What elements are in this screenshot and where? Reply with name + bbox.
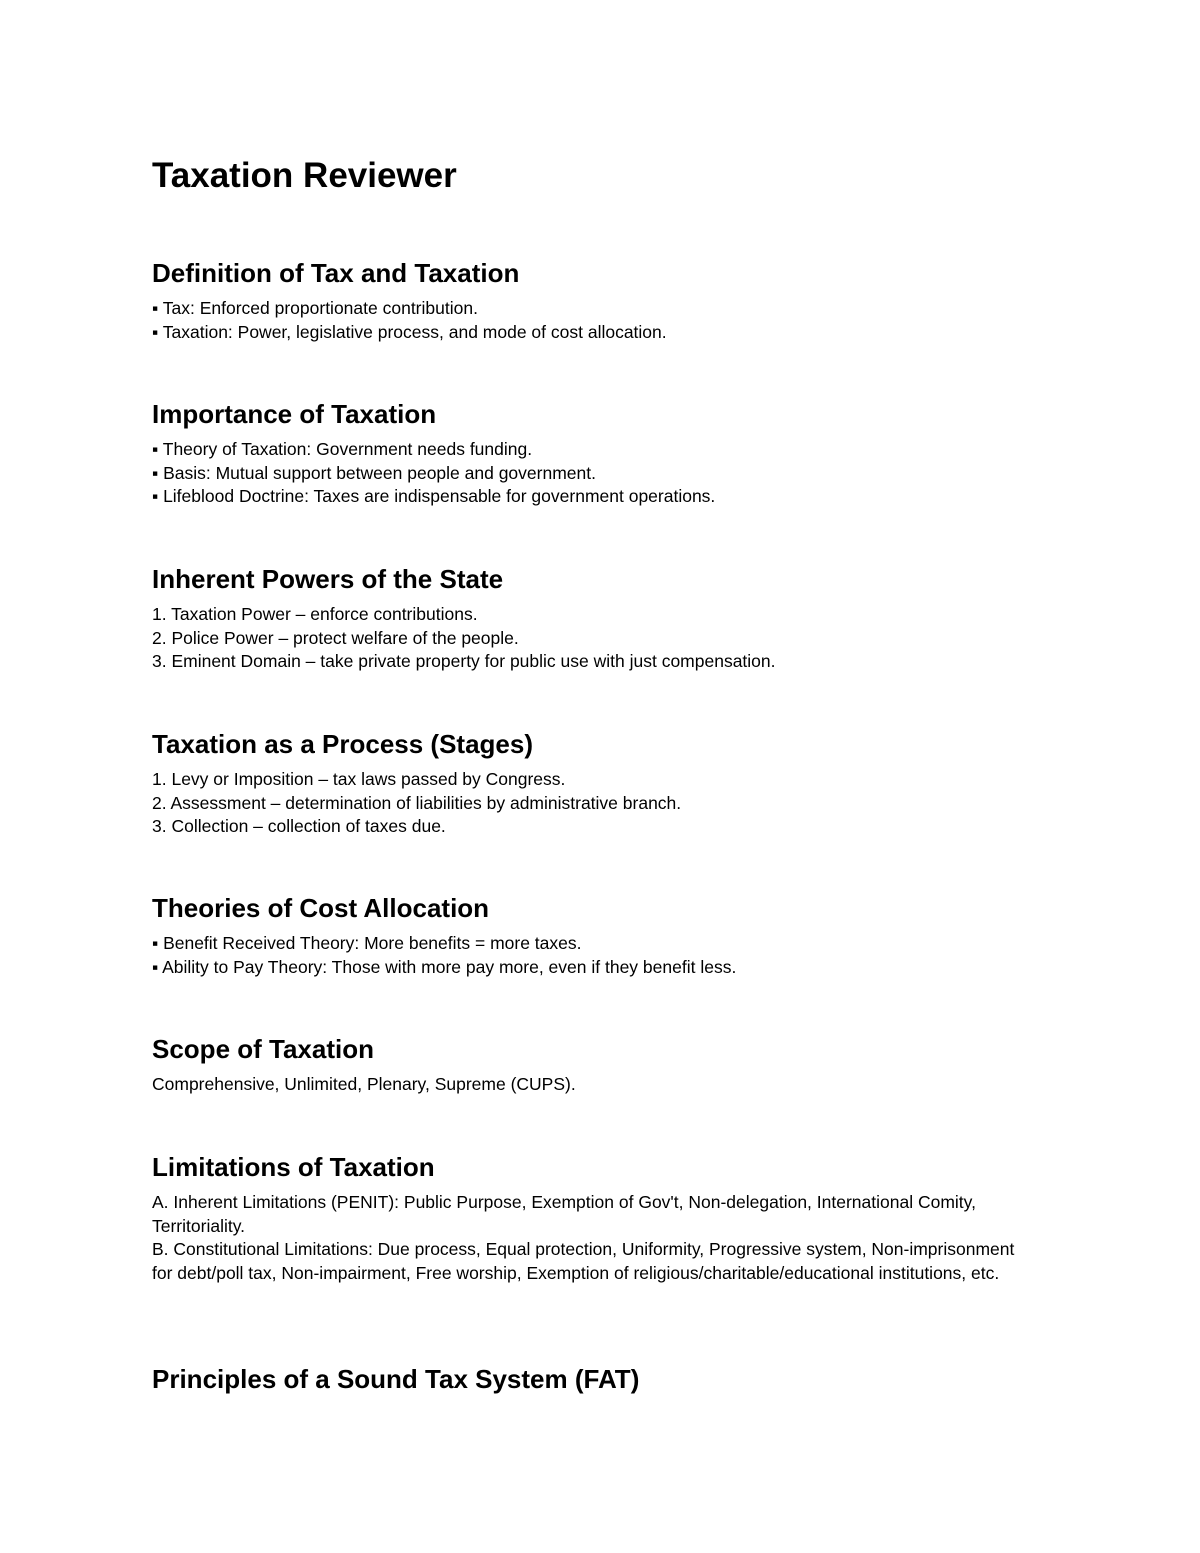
- numbered-item: 1. Levy or Imposition – tax laws passed by Congress.: [152, 769, 566, 789]
- section-scope: [152, 1031, 1032, 1097]
- document-title: Taxation Reviewer: [152, 156, 457, 195]
- section-taxation-process: [152, 726, 1032, 839]
- numbered-item: 1. Taxation Power – enforce contributions.: [152, 604, 478, 624]
- numbered-item: 2. Assessment – determination of liabilities by administrative branch.: [152, 792, 682, 813]
- section-heading: Principles of a Sound Tax System (FAT): [152, 1364, 640, 1394]
- section-heading: Inherent Powers of the State: [152, 564, 504, 594]
- section-importance: [152, 396, 1032, 509]
- paragraph: A. Inherent Limitations (PENIT): Public Purpose, Exemption of Gov't, Non-delegation, International Comity, Territoriality.: [152, 1192, 976, 1236]
- section-principles: [152, 1361, 1032, 1403]
- bullet-item: ▪ Basis: Mutual support between people and government.: [152, 462, 596, 483]
- section-limitations: [152, 1149, 1032, 1285]
- numbered-item: 3. Collection – collection of taxes due.: [152, 816, 446, 836]
- section-heading: Importance of Taxation: [152, 399, 437, 429]
- paragraph: Comprehensive, Unlimited, Plenary, Supreme (CUPS).: [152, 1074, 576, 1094]
- bullet-item: ▪ Theory of Taxation: Government needs funding.: [152, 439, 533, 459]
- numbered-item: 2. Police Power – protect welfare of the people.: [152, 627, 519, 648]
- section-heading: Theories of Cost Allocation: [152, 893, 490, 923]
- bullet-item: ▪ Ability to Pay Theory: Those with more pay more, even if they benefit less.: [152, 956, 737, 977]
- section-cost-allocation: [152, 890, 1032, 979]
- bullet-item: ▪ Taxation: Power, legislative process, and mode of cost allocation.: [152, 321, 667, 342]
- section-heading: Limitations of Taxation: [152, 1152, 435, 1182]
- paragraph: B. Constitutional Limitations: Due process, Equal protection, Uniformity, Progressive system, Non-imprisonment for debt/poll tax, Non-impairment, Free worship, Exemption of religious/charitable/educational institutions, etc.: [152, 1239, 1015, 1283]
- bullet-item: ▪ Tax: Enforced proportionate contribution.: [152, 298, 478, 318]
- section-definition: [152, 255, 1032, 344]
- section-heading: Definition of Tax and Taxation: [152, 258, 520, 288]
- numbered-item: 3. Eminent Domain – take private property for public use with just compensation.: [152, 651, 776, 671]
- section-inherent-powers: [152, 561, 1032, 674]
- bullet-item: ▪ Benefit Received Theory: More benefits = more taxes.: [152, 933, 582, 953]
- section-heading: Scope of Taxation: [152, 1034, 374, 1064]
- bullet-item: ▪ Lifeblood Doctrine: Taxes are indispensable for government operations.: [152, 486, 716, 506]
- section-heading: Taxation as a Process (Stages): [152, 729, 534, 759]
